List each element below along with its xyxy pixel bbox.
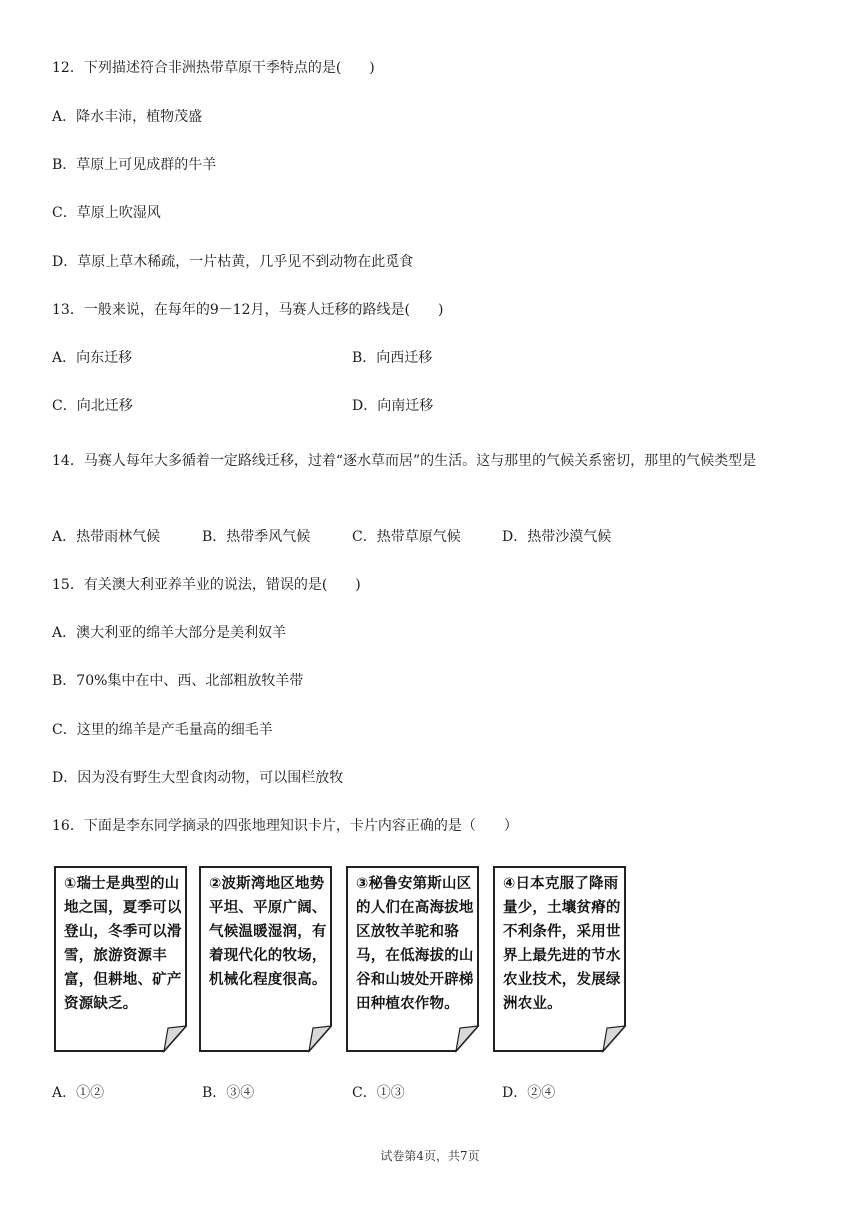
q12-option-a: A．降水丰沛，植物茂盛 (52, 109, 203, 125)
q14-option-d: D．热带沙漠气候 (502, 529, 612, 545)
q12-option-c: C．草原上吹湿风 (52, 205, 161, 221)
q13-option-d: D．向南迁移 (352, 398, 434, 414)
q15-option-a: A．澳大利亚的绵羊大部分是美利奴羊 (52, 625, 287, 641)
q12-option-d: D．草原上草木稀疏，一片枯黄，几乎见不到动物在此觅食 (52, 254, 414, 270)
q16-stem: 16．下面是李东同学摘录的四张地理知识卡片，卡片内容正确的是（ ） (52, 818, 518, 834)
q15-option-c: C．这里的绵羊是产毛量高的细毛羊 (52, 722, 273, 738)
q15-option-b: B．70%集中在中、西、北部粗放牧羊带 (52, 673, 304, 689)
q14-option-b: B．热带季风气候 (202, 529, 311, 545)
card-3-text: ③秘鲁安第斯山区的人们在高海拔地区放牧羊驼和骆马，在低海拔的山谷和山坡处开辟梯田种植农作物。 (356, 876, 474, 1012)
q12-option-b: B．草原上可见成群的牛羊 (52, 157, 217, 173)
q15-option-d: D．因为没有野生大型食肉动物，可以围栏放牧 (52, 770, 344, 786)
q14-stem: 14．马赛人每年大多循着一定路线迁移，过着“逐水草而居”的生活。这与那里的气候关系密切，那里的气候类型是 (52, 453, 757, 469)
knowledge-card-1 (54, 866, 188, 1052)
knowledge-card-3 (346, 866, 480, 1052)
q12-stem: 12．下列描述符合非洲热带草原干季特点的是( ) (52, 60, 375, 76)
q13-option-b: B．向西迁移 (352, 350, 433, 366)
q14-option-a: A．热带雨林气候 (52, 529, 161, 545)
page-footer: 试卷第4页，共7页 (380, 1149, 480, 1163)
knowledge-card-4 (493, 866, 627, 1052)
q15-stem: 15．有关澳大利亚养羊业的说法，错误的是( ) (52, 577, 361, 593)
q16-option-b: B．③④ (202, 1085, 255, 1101)
card-2-text: ②波斯湾地区地势平坦、平原广阔、气候温暖湿润，有着现代化的牧场，机械化程度很高。 (209, 876, 327, 988)
q16-option-a: A．①② (52, 1085, 105, 1101)
knowledge-card-2 (199, 866, 333, 1052)
q13-option-a: A．向东迁移 (52, 350, 133, 366)
card-4-text: ④日本克服了降雨量少，土壤贫瘠的不利条件，采用世界上最先进的节水农业技术，发展绿洲农业。 (503, 876, 621, 1012)
card-1-text: ①瑞士是典型的山地之国，夏季可以登山，冬季可以滑雪，旅游资源丰富，但耕地、矿产资源缺乏。 (64, 876, 182, 1012)
q13-stem: 13．一般来说，在每年的9－12月，马赛人迁移的路线是( ) (52, 302, 444, 318)
q16-option-c: C．①③ (352, 1085, 405, 1101)
q13-option-c: C．向北迁移 (52, 398, 133, 414)
q16-option-d: D．②④ (502, 1085, 556, 1101)
q14-option-c: C．热带草原气候 (352, 529, 461, 545)
